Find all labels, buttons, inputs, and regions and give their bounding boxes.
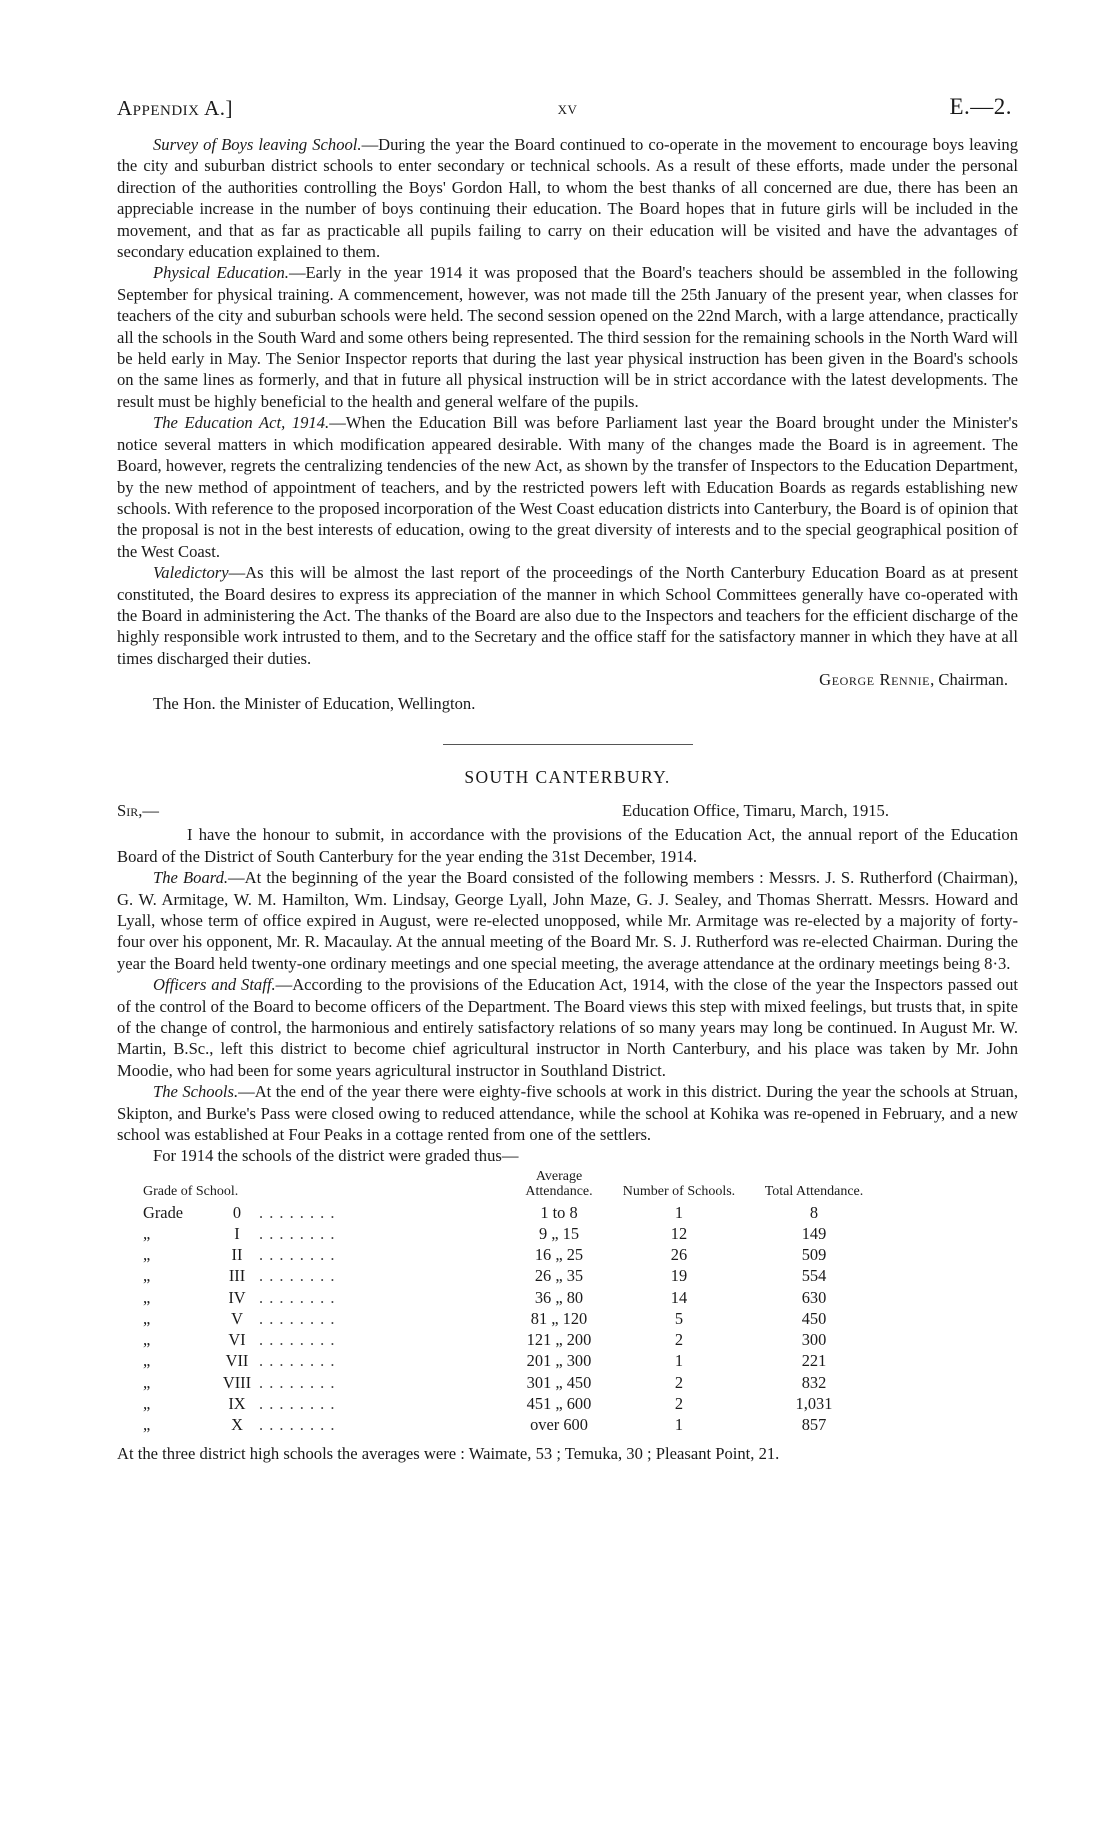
table-row — [143, 1372, 879, 1393]
grade-label: „ — [143, 1372, 151, 1392]
number-of-schools: 2 — [674, 1393, 684, 1413]
paragraph-lead: Physical Education. — [153, 263, 289, 283]
running-head — [117, 86, 1018, 126]
total-attendance: 857 — [801, 1414, 827, 1434]
signature — [117, 669, 1008, 690]
average-attendance: 9 „ 15 — [538, 1224, 580, 1244]
grade-label: „ — [143, 1224, 151, 1244]
dot-leader: . . . . . . . . — [259, 1245, 336, 1265]
section-divider — [443, 744, 693, 745]
number-of-schools: 2 — [674, 1372, 684, 1392]
total-attendance: 221 — [801, 1351, 827, 1371]
grade-label: „ — [143, 1245, 151, 1265]
grade-label: „ — [143, 1351, 151, 1371]
paragraph-schools — [117, 1081, 1018, 1145]
paragraph-valedictory — [117, 562, 1018, 669]
number-of-schools: 5 — [674, 1308, 684, 1328]
average-attendance: 36 „ 80 — [534, 1287, 584, 1307]
dot-leader: . . . . . . . . — [259, 1266, 336, 1286]
number-of-schools: 12 — [670, 1224, 688, 1244]
grade-number: II — [231, 1245, 243, 1265]
grade-number: 0 — [232, 1202, 242, 1222]
average-attendance: over 600 — [530, 1414, 588, 1434]
paragraph-officers — [117, 974, 1018, 1081]
number-of-schools: 19 — [670, 1266, 688, 1286]
grades-table — [143, 1169, 879, 1435]
grade-number: X — [231, 1414, 243, 1434]
grade-number: IV — [228, 1287, 246, 1307]
dot-leader: . . . . . . . . — [259, 1287, 336, 1307]
number-of-schools: 14 — [670, 1287, 688, 1307]
grade-number: VIII — [222, 1372, 252, 1392]
paragraph-physical-education — [117, 262, 1018, 412]
average-attendance: 1 to 8 — [540, 1202, 578, 1222]
number-of-schools: 1 — [674, 1351, 684, 1371]
table-row — [143, 1308, 879, 1329]
closing-line: At the three district high schools the averages were : Waimate, 53 ; Temuka, 30 ; Pleasant Point, 21. — [117, 1444, 780, 1464]
addressee: The Hon. the Minister of Education, Wellington. — [153, 693, 476, 713]
header-grade: Grade of School. — [143, 1183, 239, 1199]
average-attendance: 16 „ 25 — [534, 1245, 584, 1265]
report-body — [117, 134, 1018, 1465]
total-attendance: 554 — [801, 1266, 827, 1286]
table-intro: For 1914 the schools of the district were graded thus— — [153, 1146, 519, 1166]
office-dateline: Education Office, Timaru, March, 1915. — [622, 801, 889, 821]
number-of-schools: 1 — [674, 1414, 684, 1434]
paragraph-board — [117, 867, 1018, 974]
total-attendance: 832 — [801, 1372, 827, 1392]
signature-title: , Chairman. — [930, 670, 1008, 690]
dot-leader: . . . . . . . . — [259, 1224, 336, 1244]
appendix-label: Appendix A.] — [117, 96, 234, 120]
paragraph-lead: The Schools. — [153, 1082, 239, 1102]
average-attendance: 201 „ 300 — [526, 1351, 592, 1371]
table-row — [143, 1265, 879, 1286]
paragraph-lead: Survey of Boys leaving School. — [153, 135, 362, 154]
total-attendance: 300 — [801, 1330, 827, 1350]
grade-number: IX — [228, 1393, 246, 1413]
grade-label: „ — [143, 1414, 151, 1434]
header-total-attendance: Total Attendance. — [764, 1183, 864, 1199]
paragraph-text: —During the year the Board continued to co-operate in the movement to encourage boys leaving the city and suburban district schools to enter secondary or technical schools. As a result of these efforts, made under the personal direction of the authorities controlling the Boys' Gordon Hall, to whom the best thanks of all concerned are due, there has been an appreciable increase in the number of boys continuing their education. The Board hopes that in future girls will be included in the movement, and that as far as practicable all pupils failing to carry on their education will be visited and have the advantages of secondary education explained to them. — [117, 135, 1018, 262]
average-attendance: 81 „ 120 — [530, 1308, 588, 1328]
dot-leader: . . . . . . . . — [259, 1372, 336, 1392]
paragraph-text: I have the honour to submit, in accordance with the provisions of the Education Act, the annual report of the Education Board of the District of South Canterbury for the year ending the 31st December, 1914. — [117, 825, 1018, 866]
document-code: E.—2. — [949, 94, 1012, 119]
grade-label: „ — [143, 1266, 151, 1286]
total-attendance: 630 — [801, 1287, 827, 1307]
salutation-row — [117, 800, 1018, 824]
dot-leader: . . . . . . . . — [259, 1330, 336, 1350]
total-attendance: 509 — [801, 1245, 827, 1265]
table-row — [143, 1414, 879, 1435]
grade-number: III — [228, 1266, 246, 1286]
table-row — [143, 1393, 879, 1414]
paragraph-survey — [117, 134, 1018, 262]
grade-number: VI — [228, 1330, 246, 1350]
paragraph-lead: The Board. — [153, 868, 229, 888]
table-header-row — [143, 1169, 879, 1202]
average-attendance: 26 „ 35 — [534, 1266, 584, 1286]
grade-label: Grade — [143, 1202, 184, 1222]
grade-number: VII — [225, 1351, 249, 1371]
paragraph-text: —According to the provisions of the Education Act, 1914, with the close of the year the Inspectors passed out of the control of the Board to become officers of the Department. The Board views this step with mixed feelings, but trusts that, in spite of the change of control, the harmonious and entirely satisfactory relations of so many years may long be continued. In August Mr. W. Martin, B.Sc., left this district to become chief agricultural instructor in North Canterbury, and his place was taken by Mr. John Moodie, who had been for some years agricultural instructor in Southland District. — [117, 975, 1018, 1080]
paragraph-text: —Early in the year 1914 it was proposed that the Board's teachers should be assembled in the following September for physical training. A commencement, however, was not made till the 25th January of the present year, when classes for teachers of the city and suburban schools were held. The second session opened on the 22nd March, with a large attendance, practically all the schools in the South Ward and some others being represented. The third session for the remaining schools in the North Ward will be held early in May. The Senior Inspector reports that during the last year physical instruction has been given in the Board's schools on the same lines as formerly, and that in future all physical instruction will be in strict accordance with the latest developments. The result must be highly beneficial to the health and general welfare of the pupils. — [117, 263, 1018, 411]
grade-label: „ — [143, 1287, 151, 1307]
paragraph-lead: Officers and Staff. — [153, 975, 276, 995]
total-attendance: 1,031 — [795, 1393, 833, 1413]
average-attendance: 121 „ 200 — [526, 1330, 592, 1350]
page-number: xv — [557, 98, 578, 119]
number-of-schools: 1 — [674, 1202, 684, 1222]
total-attendance: 450 — [801, 1308, 827, 1328]
average-attendance: 451 „ 600 — [526, 1393, 592, 1413]
header-number-of-schools: Number of Schools. — [622, 1183, 736, 1199]
paragraph-intro — [117, 824, 1018, 867]
total-attendance: 149 — [801, 1224, 827, 1244]
dot-leader: . . . . . . . . — [259, 1393, 336, 1413]
paragraph-lead: Valedictory — [153, 563, 229, 583]
signature-name: George Rennie — [819, 670, 931, 690]
table-body — [143, 1202, 879, 1435]
paragraph-text: —As this will be almost the last report of the proceedings of the North Canterbury Education Board as at present constituted, the Board desires to express its appreciation of the manner in which School Committees generally have co-operated with the Board in administering the Act. The thanks of the Board are also due to the Inspectors and teachers for the efficient discharge of the highly responsible work intrusted to them, and to the Secretary and the office staff for the satisfactory manner in which they have at all times discharged their duties. — [117, 563, 1018, 668]
paragraph-text: —At the end of the year there were eighty-five schools at work in this district. During the year the schools at Struan, Skipton, and Burke's Pass were closed owing to reduced attendance, while the school at Kohika was re-opened in February, and a new school was established at Four Peaks in a cottage rented from one of the settlers. — [117, 1082, 1018, 1145]
number-of-schools: 2 — [674, 1330, 684, 1350]
paragraph-education-act — [117, 412, 1018, 562]
table-row — [143, 1350, 879, 1371]
salutation: Sir,— — [117, 801, 159, 821]
paragraph-text: —At the beginning of the year the Board consisted of the following members : Messrs. J. S. Rutherford (Chairman), G. W. Armitage, W. M. Hamilton, Wm. Lindsay, George Lyall, John Maze, G. J. Sealey, and Thomas Sherratt. Messrs. Howard and Lyall, whose term of office expired in August, were re-elected unopposed, while Mr. Armitage was re-elected by a majority of forty-four over his opponent, Mr. R. Macaulay. At the annual meeting of the Board Mr. S. J. Rutherford was re-elected Chairman. During the year the Board held twenty-one ordinary meetings and one special meeting, the average attendance at the ordinary meetings being 8·3. — [117, 868, 1018, 973]
grade-label: „ — [143, 1330, 151, 1350]
dot-leader: . . . . . . . . — [259, 1414, 336, 1434]
dot-leader: . . . . . . . . — [259, 1308, 336, 1328]
table-row — [143, 1287, 879, 1308]
number-of-schools: 26 — [670, 1245, 688, 1265]
grade-label: „ — [143, 1308, 151, 1328]
grade-number: I — [234, 1224, 240, 1244]
paragraph-lead: The Education Act, 1914. — [153, 413, 330, 433]
table-row — [143, 1329, 879, 1350]
section-title: SOUTH CANTERBURY. — [464, 766, 671, 787]
grade-label: „ — [143, 1393, 151, 1413]
table-row — [143, 1202, 879, 1223]
average-attendance: 301 „ 450 — [526, 1372, 592, 1392]
total-attendance: 8 — [809, 1202, 819, 1222]
table-row — [143, 1223, 879, 1244]
dot-leader: . . . . . . . . — [259, 1202, 336, 1222]
header-average-attendance: Average Attendance. — [525, 1168, 593, 1199]
grade-number: V — [231, 1308, 243, 1328]
paragraph-text: —When the Education Bill was before Parliament last year the Board brought under the Minister's notice several matters in which modification appeared desirable. With many of the changes made the Board is in agreement. The Board, however, regrets the centralizing tendencies of the new Act, as shown by the transfer of Inspectors to the Education Department, by the new method of appointment of teachers, and by the restricted powers left with Education Boards as regards establishing new schools. With reference to the proposed incorporation of the West Coast education districts into Canterbury, the Board is of opinion that the proposal is not in the best interests of education, owing to the great diversity of interests and to the special geographical position of the West Coast. — [117, 413, 1019, 561]
dot-leader: . . . . . . . . — [259, 1351, 336, 1371]
table-row — [143, 1244, 879, 1265]
